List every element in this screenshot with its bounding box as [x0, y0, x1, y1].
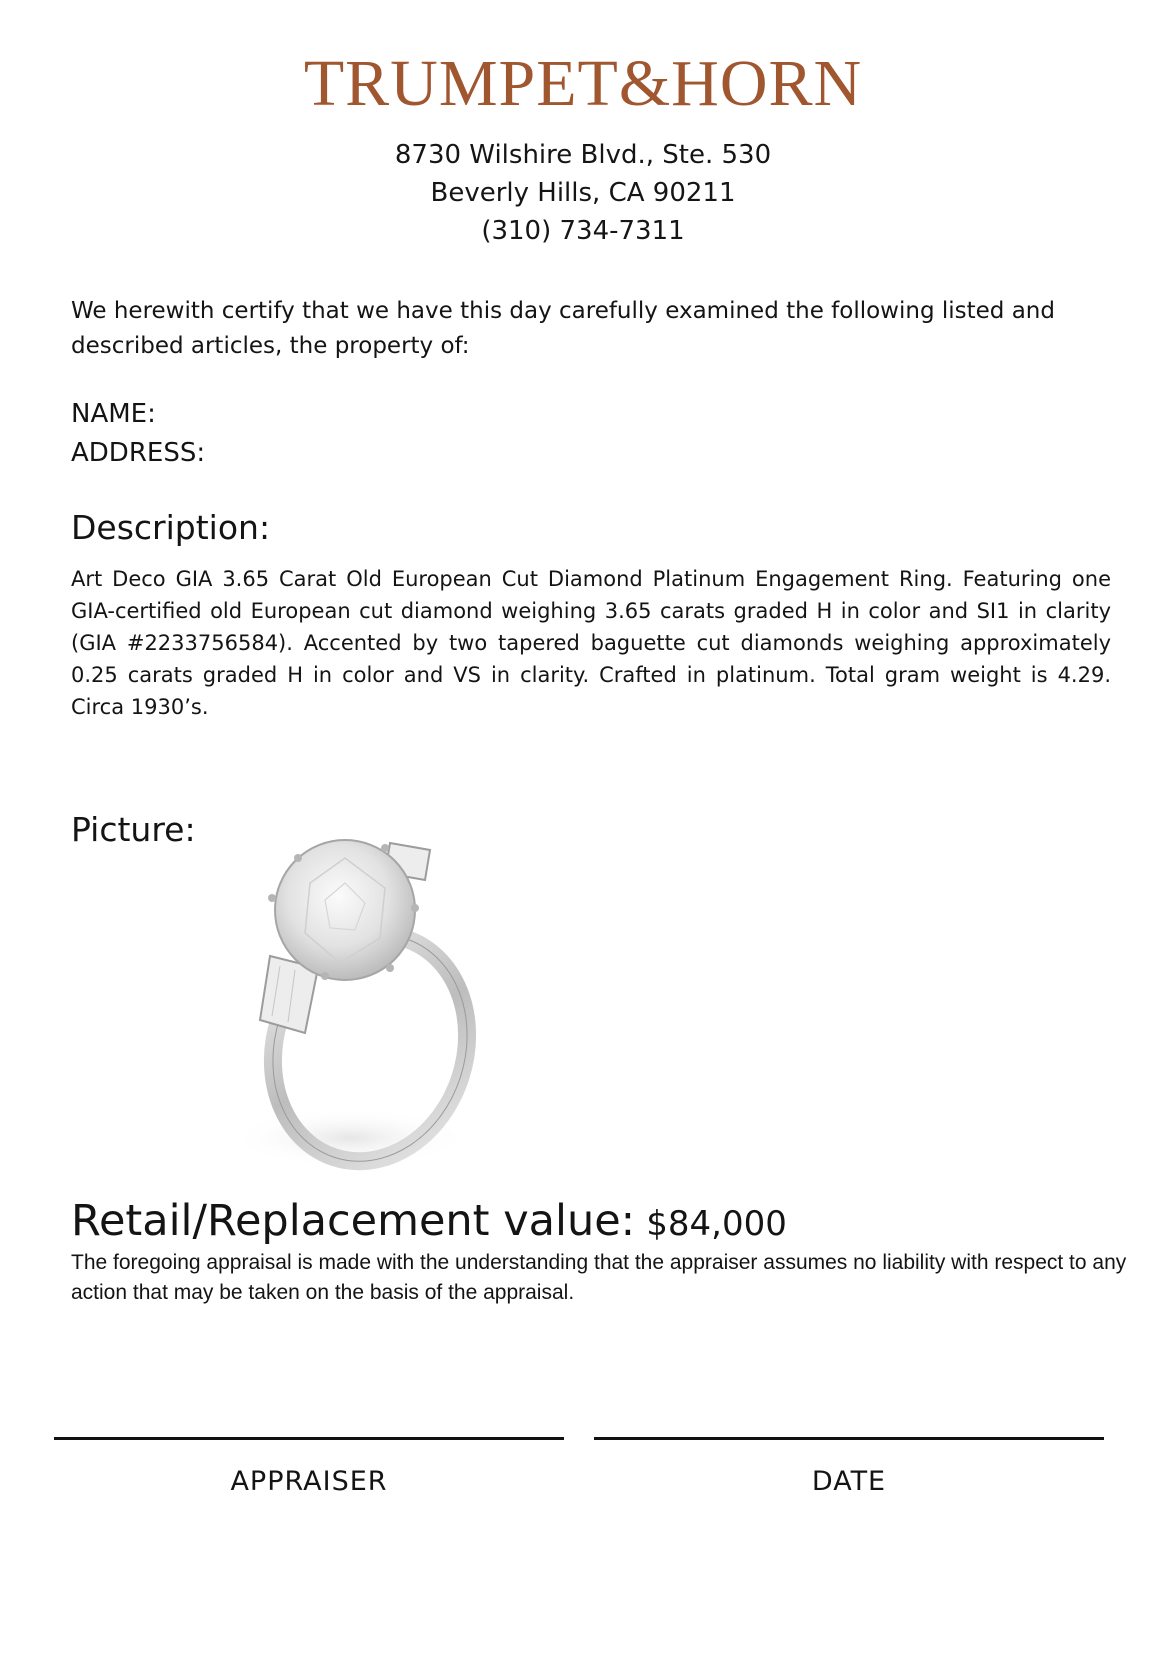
certification-intro: We herewith certify that we have this day carefully examined the following listed and described articles, the property of: [71, 298, 1055, 359]
phone-number: (310) 734-7311 [481, 216, 685, 246]
ring-image-icon [220, 838, 520, 1178]
address-line-2: Beverly Hills, CA 90211 [430, 178, 736, 208]
appraiser-signature-line [54, 1437, 564, 1440]
address-label: ADDRESS: [71, 438, 206, 468]
valuation-amount: $84,000 [646, 1204, 787, 1244]
name-label: NAME: [71, 399, 156, 429]
description-text: Art Deco GIA 3.65 Carat Old European Cut Diamond Platinum Engagement Ring. Featuring one GIA-certified old European cut diamond weighing 3.65 carats graded H in color and SI1 in clarity (GIA #2233756584). Accented by two tapered baguette cut diamonds weighing approximately 0.25 carats graded H in color and VS in clarity. Crafted in platinum. Total gram weight is 4.29. Circa 1930’s. [71, 567, 1111, 719]
ring-photo [220, 838, 520, 1178]
disclaimer-text: The foregoing appraisal is made with the understanding that the appraiser assumes no liability with respect to any action that may be taken on the basis of the appraisal. [71, 1251, 1127, 1304]
date-signature-line [594, 1437, 1104, 1440]
appraiser-label: APPRAISER [230, 1466, 388, 1497]
valuation-label: Retail/Replacement value: [71, 1196, 636, 1246]
date-label: DATE [811, 1466, 887, 1497]
picture-heading: Picture: [71, 810, 196, 849]
address-line-1: 8730 Wilshire Blvd., Ste. 530 [394, 140, 772, 170]
valuation-row [71, 1196, 787, 1246]
brand-logo: TRUMPET&HORN [303, 47, 863, 120]
description-heading: Description: [71, 508, 271, 547]
